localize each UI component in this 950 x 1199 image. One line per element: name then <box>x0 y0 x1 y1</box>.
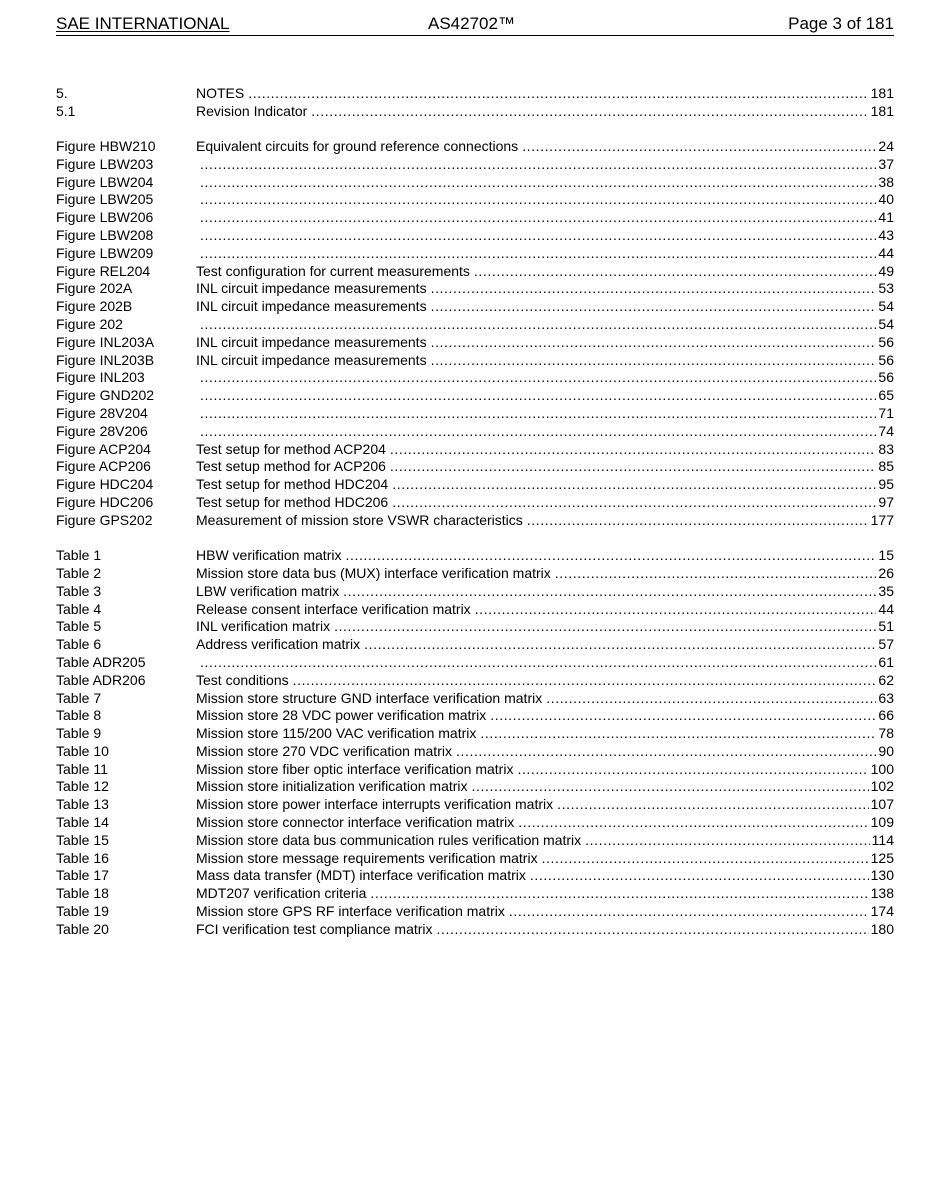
toc-entry-label: Figure LBW204 <box>56 173 154 190</box>
dot-leader <box>518 814 868 832</box>
toc-entry[interactable] <box>56 690 894 708</box>
toc-entry[interactable] <box>56 334 894 352</box>
toc-entry-line <box>196 921 894 939</box>
toc-entry-title: Mission store message requirements verification matrix <box>196 849 538 866</box>
toc-entry-label: Table 16 <box>56 849 109 866</box>
toc-tables <box>56 547 894 939</box>
dot-leader <box>475 601 877 619</box>
toc-entry-line <box>196 441 894 459</box>
toc-entry-line <box>196 672 894 690</box>
dot-leader <box>345 547 876 565</box>
toc-entry-label: Table 18 <box>56 885 109 902</box>
toc-entry-page: 74 <box>878 422 894 439</box>
toc-entry-label: Figure LBW209 <box>56 244 154 261</box>
toc-entry-label: Figure HBW210 <box>56 138 156 155</box>
toc-entry-page: 125 <box>870 849 894 866</box>
toc-entry-label: Figure HDC204 <box>56 476 154 493</box>
toc-entry-label: Table 5 <box>56 618 102 635</box>
toc-entry-page: 90 <box>878 742 894 759</box>
toc-entry-line <box>196 369 894 387</box>
toc-entry-page: 26 <box>878 564 894 581</box>
dot-leader <box>557 796 869 814</box>
toc-entry-line <box>196 156 894 174</box>
toc-entry[interactable] <box>56 405 894 423</box>
toc-entry-label: Figure HDC206 <box>56 494 154 511</box>
toc-entry-page: 24 <box>878 138 894 155</box>
toc-entry-title: Mission store data bus (MUX) interface verification matrix <box>196 564 551 581</box>
toc-entry-line <box>196 227 894 245</box>
toc-entry-line <box>196 174 894 192</box>
toc-entry-page: 62 <box>878 671 894 688</box>
toc-entry-line <box>196 263 894 281</box>
toc-entry-label: Figure 202 <box>56 316 123 333</box>
toc-entry-line <box>196 761 894 779</box>
dot-leader <box>474 263 877 281</box>
toc-entry[interactable] <box>56 654 894 672</box>
toc-entry-label: Table 19 <box>56 903 109 920</box>
dot-leader <box>527 512 869 530</box>
toc-entry-title: Mission store 115/200 VAC verification matrix <box>196 725 477 742</box>
toc-entry-page: 15 <box>878 547 894 564</box>
dot-leader <box>200 654 876 672</box>
toc-entry-page: 56 <box>878 333 894 350</box>
toc-entry[interactable] <box>56 423 894 441</box>
toc-entry-label: Table 9 <box>56 725 102 742</box>
toc-entry-page: 181 <box>870 85 894 101</box>
toc-entry-page: 66 <box>878 707 894 724</box>
toc-entry-label: Figure REL204 <box>56 262 151 279</box>
toc-entry-page: 44 <box>878 600 894 617</box>
toc-entry[interactable] <box>56 850 894 868</box>
toc-entry-label: Table 1 <box>56 547 102 564</box>
toc-entry[interactable] <box>56 814 894 832</box>
toc-entry-line <box>196 476 894 494</box>
toc-entry-line <box>196 245 894 263</box>
toc-entry[interactable] <box>56 280 894 298</box>
toc-entry[interactable] <box>56 512 894 530</box>
dot-leader <box>334 618 876 636</box>
toc-entry-title: Equivalent circuits for ground reference connections <box>196 138 519 155</box>
toc-entry-line <box>196 601 894 619</box>
toc-entry-line <box>196 138 894 156</box>
toc-entry-line <box>196 778 894 796</box>
toc-entry-label: Figure INL203 <box>56 369 145 386</box>
toc-entry[interactable] <box>56 85 894 103</box>
toc-entry[interactable] <box>56 174 894 192</box>
dot-leader <box>517 761 868 779</box>
toc-entry[interactable] <box>56 245 894 263</box>
toc-entry-line <box>196 103 894 121</box>
toc-entry[interactable] <box>56 565 894 583</box>
toc-entry-label: Figure 28V206 <box>56 422 148 439</box>
toc-entry-label: Figure GND202 <box>56 387 155 404</box>
toc-entry-page: 130 <box>870 867 894 884</box>
toc-entry-line <box>196 512 894 530</box>
dot-leader <box>431 334 877 352</box>
dot-leader <box>343 583 876 601</box>
toc-entry-title <box>196 227 198 245</box>
toc-entry-page: 63 <box>878 689 894 706</box>
toc-entry-label: Table 4 <box>56 600 102 617</box>
toc-entry-page: 85 <box>878 458 894 475</box>
toc-entry[interactable] <box>56 369 894 387</box>
toc-entry-line <box>196 423 894 441</box>
toc-entry[interactable] <box>56 263 894 281</box>
toc-entry[interactable] <box>56 476 894 494</box>
toc-entry[interactable] <box>56 298 894 316</box>
toc-entry-label: Figure GPS202 <box>56 511 153 528</box>
toc-entry-line <box>196 565 894 583</box>
toc-entry-page: 97 <box>878 494 894 511</box>
toc-entry-line <box>196 280 894 298</box>
toc-entry-title: Test conditions <box>196 671 289 688</box>
toc-entry-title: Mission store fiber optic interface verification matrix <box>196 760 514 777</box>
toc-entry-title: INL circuit impedance measurements <box>196 298 427 315</box>
toc-entry-line <box>196 743 894 761</box>
toc-entry-page: 174 <box>870 903 894 920</box>
dot-leader <box>437 921 869 939</box>
dot-leader <box>392 494 876 512</box>
toc-entry-line <box>196 494 894 512</box>
dot-leader <box>530 867 869 885</box>
toc-entry-label: Table 11 <box>56 760 108 777</box>
toc-entry-line <box>196 209 894 227</box>
toc-entry-title: Mission store 28 VDC power verification matrix <box>196 707 487 724</box>
toc-entry-line <box>196 832 894 850</box>
toc-entry-line <box>196 316 894 334</box>
toc-entry-title <box>196 405 198 423</box>
toc-entry-label: Figure 28V204 <box>56 405 148 422</box>
toc-entry-label: 5. <box>56 85 68 101</box>
dot-leader <box>200 405 876 423</box>
toc-entry-label: 5.1 <box>56 102 76 119</box>
dot-leader <box>555 565 877 583</box>
toc-entry-line <box>196 191 894 209</box>
toc-entry-page: 37 <box>878 155 894 172</box>
toc-entry-line <box>196 814 894 832</box>
toc-entry[interactable] <box>56 601 894 619</box>
toc-entry[interactable] <box>56 156 894 174</box>
header-organization: SAE INTERNATIONAL <box>56 14 230 33</box>
toc-entry-title: FCI verification test compliance matrix <box>196 920 433 937</box>
toc-entry-label: Figure LBW206 <box>56 209 154 226</box>
dot-leader <box>293 672 877 690</box>
toc-entry[interactable] <box>56 352 894 370</box>
toc-entry-label: Figure LBW205 <box>56 191 154 208</box>
toc-entry[interactable] <box>56 921 894 939</box>
table-of-contents <box>56 85 894 956</box>
toc-entry[interactable] <box>56 903 894 921</box>
toc-entry-title: Mission store data bus communication rules verification matrix <box>196 831 582 848</box>
header-document-number: AS42702™ <box>428 14 515 33</box>
dot-leader <box>200 209 876 227</box>
toc-entry-page: 40 <box>878 191 894 208</box>
toc-entry-page: 181 <box>870 102 894 119</box>
toc-entry-page: 138 <box>870 885 894 902</box>
toc-entry-line <box>196 636 894 654</box>
toc-entry-line <box>196 707 894 725</box>
dot-leader <box>546 690 876 708</box>
toc-entry-page: 57 <box>878 636 894 653</box>
toc-entry-line <box>196 850 894 868</box>
toc-entry-title: Test configuration for current measurements <box>196 262 470 279</box>
toc-entry-title: INL circuit impedance measurements <box>196 333 427 350</box>
toc-entry-title <box>196 245 198 263</box>
toc-entry-label: Figure 202B <box>56 298 133 315</box>
toc-entry-page: 43 <box>878 227 894 244</box>
toc-entry-label: Figure INL203B <box>56 351 155 368</box>
toc-entry[interactable] <box>56 672 894 690</box>
toc-entry-page: 56 <box>878 351 894 368</box>
toc-entry-line <box>196 618 894 636</box>
dot-leader <box>200 245 876 263</box>
dot-leader <box>200 156 876 174</box>
toc-entry[interactable] <box>56 547 894 565</box>
toc-entry-page: 177 <box>870 511 894 528</box>
toc-entry-page: 54 <box>878 316 894 333</box>
toc-entry-page: 78 <box>878 725 894 742</box>
toc-entry-title: NOTES <box>196 85 245 101</box>
toc-entry-label: Table 8 <box>56 707 102 724</box>
toc-entry-page: 109 <box>870 814 894 831</box>
toc-entry-page: 38 <box>878 173 894 190</box>
dot-leader <box>490 707 876 725</box>
toc-entry-label: Figure 202A <box>56 280 133 297</box>
toc-entry-page: 100 <box>870 760 894 777</box>
toc-entry[interactable] <box>56 761 894 779</box>
toc-entry[interactable] <box>56 494 894 512</box>
toc-entry-label: Table ADR205 <box>56 653 146 670</box>
dot-leader <box>585 832 870 850</box>
toc-entry-page: 61 <box>878 653 894 670</box>
toc-entry-label: Table 12 <box>56 778 109 795</box>
dot-leader <box>364 636 876 654</box>
toc-entry-title: INL verification matrix <box>196 618 331 635</box>
toc-entry-title: Mission store initialization verification matrix <box>196 778 468 795</box>
toc-entry-label: Figure LBW208 <box>56 227 154 244</box>
toc-entry-title: INL circuit impedance measurements <box>196 280 427 297</box>
toc-entry-label: Figure ACP204 <box>56 440 151 457</box>
toc-entry-label: Table 10 <box>56 742 109 759</box>
toc-entry[interactable] <box>56 867 894 885</box>
toc-entry-line <box>196 690 894 708</box>
dot-leader <box>200 369 876 387</box>
toc-entry-title <box>196 423 198 441</box>
toc-entry[interactable] <box>56 885 894 903</box>
dot-leader <box>390 441 877 459</box>
toc-entry-title <box>196 174 198 192</box>
toc-entry-line <box>196 903 894 921</box>
toc-entry[interactable] <box>56 103 894 121</box>
toc-entry-label: Table 2 <box>56 564 102 581</box>
header-page-number: Page 3 of 181 <box>788 14 894 33</box>
toc-entry-label: Table 20 <box>56 920 109 937</box>
toc-entry[interactable] <box>56 725 894 743</box>
toc-entry[interactable] <box>56 583 894 601</box>
toc-entry-label: Table 6 <box>56 636 102 653</box>
toc-entry-title: Release consent interface verification matrix <box>196 600 471 617</box>
page-header <box>56 13 894 36</box>
toc-entry-page: 102 <box>870 778 894 795</box>
toc-entry-line <box>196 725 894 743</box>
toc-entry-page: 49 <box>878 262 894 279</box>
toc-entry-title: Mission store structure GND interface verification matrix <box>196 689 543 706</box>
toc-entry-page: 83 <box>878 440 894 457</box>
toc-entry[interactable] <box>56 227 894 245</box>
toc-entry[interactable] <box>56 138 894 156</box>
toc-entry-label: Table ADR206 <box>56 671 146 688</box>
toc-entry[interactable] <box>56 618 894 636</box>
dot-leader <box>311 103 868 121</box>
toc-entry-title <box>196 156 198 174</box>
dot-leader <box>431 298 877 316</box>
toc-entry-line <box>196 654 894 672</box>
toc-entry-page: 180 <box>870 920 894 937</box>
toc-entry-title: MDT207 verification criteria <box>196 885 367 902</box>
dot-leader <box>480 725 876 743</box>
toc-entry-title: Mass data transfer (MDT) interface verification matrix <box>196 867 526 884</box>
toc-entry-title: Mission store GPS RF interface verification matrix <box>196 903 505 920</box>
toc-entry[interactable] <box>56 387 894 405</box>
toc-entry-label: Figure LBW203 <box>56 155 154 172</box>
toc-entry-title <box>196 316 198 334</box>
toc-entry-page: 53 <box>878 280 894 297</box>
toc-entry-page: 54 <box>878 298 894 315</box>
dot-leader <box>200 387 876 405</box>
toc-entry-title <box>196 209 198 227</box>
toc-figures <box>56 138 894 530</box>
toc-entry[interactable] <box>56 636 894 654</box>
toc-entry-title <box>196 191 198 209</box>
toc-entry-title <box>196 387 198 405</box>
toc-entry-line <box>196 352 894 370</box>
dot-leader <box>200 174 876 192</box>
toc-entry[interactable] <box>56 209 894 227</box>
toc-entry-page: 44 <box>878 244 894 261</box>
toc-entry-line <box>196 547 894 565</box>
toc-entry-title: INL circuit impedance measurements <box>196 351 427 368</box>
toc-entry-title: Measurement of mission store VSWR characteristics <box>196 511 523 528</box>
toc-entry-title: Test setup method for ACP206 <box>196 458 386 475</box>
dot-leader <box>200 191 876 209</box>
toc-entry-line <box>196 298 894 316</box>
toc-entry-page: 35 <box>878 582 894 599</box>
dot-leader <box>200 423 876 441</box>
dot-leader <box>522 138 876 156</box>
toc-entry-title: Test setup for method HDC206 <box>196 494 389 511</box>
toc-entry-title: Test setup for method HDC204 <box>196 476 389 493</box>
dot-leader <box>248 85 868 103</box>
toc-entry-title: HBW verification matrix <box>196 547 342 564</box>
toc-entry-line <box>196 387 894 405</box>
toc-entry-title: Mission store power interface interrupts verification matrix <box>196 796 554 813</box>
toc-entry-page: 41 <box>878 209 894 226</box>
toc-entry-page: 71 <box>878 405 894 422</box>
toc-entry-title: Revision Indicator <box>196 102 308 119</box>
toc-entry-label: Figure ACP206 <box>56 458 151 475</box>
toc-entry-line <box>196 885 894 903</box>
toc-entry-line <box>196 334 894 352</box>
dot-leader <box>509 903 869 921</box>
toc-entry[interactable] <box>56 743 894 761</box>
toc-entry-label: Table 15 <box>56 831 109 848</box>
toc-entry[interactable] <box>56 796 894 814</box>
toc-entry[interactable] <box>56 707 894 725</box>
toc-entry-label: Table 7 <box>56 689 102 706</box>
toc-entry-title <box>196 369 198 387</box>
toc-entry-label: Table 14 <box>56 814 109 831</box>
toc-entry-page: 65 <box>878 387 894 404</box>
dot-leader <box>200 316 876 334</box>
dot-leader <box>390 458 877 476</box>
toc-entry-page: 95 <box>878 476 894 493</box>
dot-leader <box>370 885 868 903</box>
dot-leader <box>542 850 869 868</box>
toc-entry[interactable] <box>56 832 894 850</box>
dot-leader <box>392 476 876 494</box>
toc-entry-page: 114 <box>871 831 894 848</box>
toc-entry-line <box>196 867 894 885</box>
toc-entry-page: 51 <box>878 618 894 635</box>
dot-leader <box>472 778 869 796</box>
toc-entry-title: Address verification matrix <box>196 636 361 653</box>
toc-entry-page: 107 <box>870 796 894 813</box>
dot-leader <box>456 743 876 761</box>
toc-sections <box>56 85 894 121</box>
toc-entry[interactable] <box>56 778 894 796</box>
toc-entry-page: 56 <box>878 369 894 386</box>
toc-entry-line <box>196 458 894 476</box>
toc-entry-label: Table 3 <box>56 582 102 599</box>
toc-entry-title: Test setup for method ACP204 <box>196 440 386 457</box>
toc-entry-line <box>196 405 894 423</box>
toc-entry-line <box>196 583 894 601</box>
dot-leader <box>431 280 877 298</box>
toc-entry[interactable] <box>56 316 894 334</box>
dot-leader <box>200 227 876 245</box>
toc-entry-label: Table 13 <box>56 796 109 813</box>
toc-entry-title: Mission store 270 VDC verification matrix <box>196 742 452 759</box>
toc-entry-line <box>196 796 894 814</box>
toc-entry-title: LBW verification matrix <box>196 582 340 599</box>
toc-entry-label: Table 17 <box>56 867 109 884</box>
toc-entry[interactable] <box>56 458 894 476</box>
toc-entry[interactable] <box>56 441 894 459</box>
dot-leader <box>431 352 877 370</box>
toc-entry-title: Mission store connector interface verification matrix <box>196 814 515 831</box>
toc-entry-line <box>196 85 894 103</box>
toc-entry-label: Figure INL203A <box>56 333 155 350</box>
toc-entry[interactable] <box>56 191 894 209</box>
toc-entry-title <box>196 654 198 672</box>
